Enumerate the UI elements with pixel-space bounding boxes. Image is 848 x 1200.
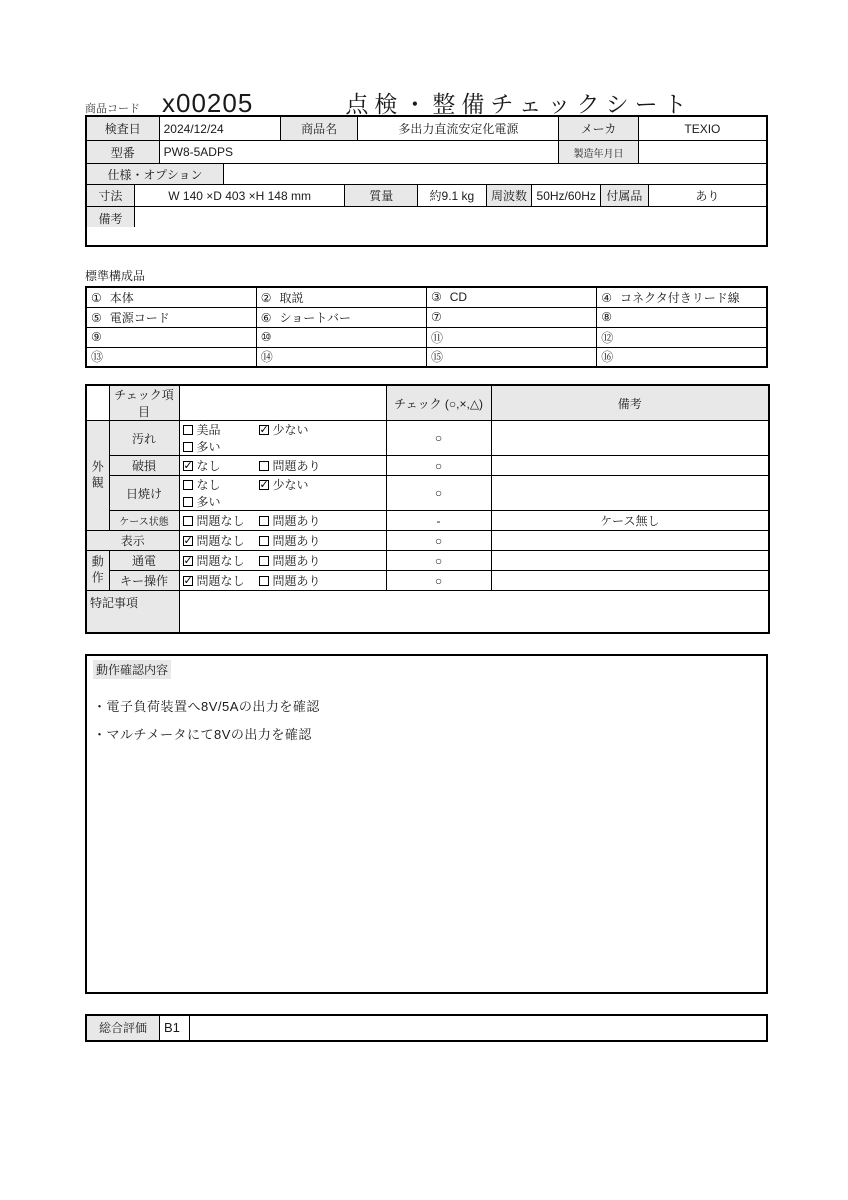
component-name: CD (449, 290, 468, 305)
check-row-label: 通電 (109, 551, 179, 571)
check-row-options (179, 476, 386, 511)
component-cell (86, 347, 256, 367)
product-code-label: 商品コード (85, 103, 140, 115)
group-operation-label: 動作 (86, 551, 109, 591)
checkbox-option-label: なし (196, 478, 221, 492)
mass-value: 約9.1 kg (418, 185, 487, 206)
component-number: ④ (601, 290, 613, 305)
model-label: 型番 (87, 141, 160, 163)
component-number: ⑤ (91, 310, 102, 325)
sheet-header (85, 86, 768, 118)
check-row-keys (86, 571, 769, 591)
checkbox-option-label: 問題あり (272, 574, 321, 588)
check-row-power (86, 551, 769, 571)
component-number: ② (260, 290, 272, 305)
check-row-options (179, 456, 386, 476)
checkbox-unchecked-icon[interactable] (183, 442, 193, 452)
info-row-1 (87, 117, 766, 141)
check-remark (491, 531, 769, 551)
mfg-date-value (639, 141, 766, 163)
corner-cell (86, 385, 109, 421)
checkbox-option[interactable] (183, 438, 247, 455)
check-remark (491, 551, 769, 571)
component-cell (256, 287, 426, 307)
checkbox-option[interactable] (259, 476, 323, 493)
component-cell (427, 287, 597, 307)
checkbox-checked-icon[interactable] (259, 425, 269, 435)
component-number: ⑪ (431, 330, 444, 345)
check-mark: ○ (386, 551, 491, 571)
checkbox-option-label: 多い (196, 495, 221, 509)
checkbox-checked-icon[interactable] (183, 461, 193, 471)
check-remark: ケース無し (491, 511, 769, 531)
component-cell (256, 347, 426, 367)
inspection-date-value: 2024/12/24 (160, 117, 281, 140)
checkbox-option[interactable] (183, 552, 247, 569)
checkbox-option[interactable] (183, 572, 247, 589)
spec-option-value (224, 164, 766, 184)
checkbox-option-label: 美品 (196, 423, 221, 437)
product-name-label: 商品名 (281, 117, 359, 140)
maker-label: メーカ (559, 117, 639, 140)
component-name: 取説 (279, 290, 304, 305)
checkbox-unchecked-icon[interactable] (183, 480, 193, 490)
check-row-sunfade (86, 476, 769, 511)
checkbox-option-label: 問題あり (272, 534, 321, 548)
check-row-label: 汚れ (109, 421, 179, 456)
check-row-case (86, 511, 769, 531)
options-header-cell (179, 385, 386, 421)
checkbox-option-label: 少ない (272, 478, 309, 492)
checkbox-option-label: 問題なし (196, 574, 245, 588)
product-code-value: x00205 (162, 88, 254, 118)
frequency-value: 50Hz/60Hz (532, 185, 601, 206)
component-number: ⑩ (260, 330, 272, 344)
checkbox-unchecked-icon[interactable] (183, 516, 193, 526)
checkbox-unchecked-icon[interactable] (259, 556, 269, 566)
checkbox-option-label: 少ない (272, 423, 309, 437)
checkbox-option[interactable] (183, 421, 247, 438)
info-row-4 (87, 185, 766, 207)
spec-option-label: 仕様・オプション (87, 164, 224, 184)
checkbox-unchecked-icon[interactable] (259, 461, 269, 471)
check-row-label: 破損 (109, 456, 179, 476)
mfg-date-label: 製造年月日 (559, 141, 639, 163)
checkbox-option[interactable] (183, 512, 247, 529)
checkbox-option[interactable] (259, 572, 323, 589)
checkbox-option[interactable] (259, 512, 323, 529)
checkbox-option-label: 多い (196, 440, 221, 454)
check-row-label: 表示 (86, 531, 179, 551)
special-notes-label: 特記事項 (86, 591, 179, 633)
component-cell (256, 307, 426, 327)
check-mark: ○ (386, 531, 491, 551)
mass-label: 質量 (345, 185, 418, 206)
components-row (86, 327, 767, 347)
components-section-title: 標準構成品 (85, 269, 146, 283)
model-value: PW8-5ADPS (160, 141, 560, 163)
group-appearance-label: 外観 (86, 421, 109, 531)
check-row-display (86, 531, 769, 551)
check-mark-header: チェック (○,×,△) (386, 385, 491, 421)
accessories-label: 付属品 (601, 185, 649, 206)
checkbox-checked-icon[interactable] (183, 576, 193, 586)
dimensions-value: W 140 ×D 403 ×H 148 mm (135, 185, 346, 206)
page-title: 点検・整備チェックシート (345, 91, 693, 117)
component-number: ⑫ (601, 330, 614, 345)
components-table (85, 286, 768, 368)
components-row (86, 287, 767, 307)
component-cell (597, 287, 767, 307)
check-row-options (179, 531, 386, 551)
checkbox-option[interactable] (183, 457, 247, 474)
checkbox-option-label: 問題なし (196, 514, 245, 528)
remarks-label: 備考 (87, 207, 135, 227)
overall-evaluation-label: 総合評価 (87, 1016, 160, 1040)
component-cell (427, 307, 597, 327)
components-row (86, 347, 767, 367)
component-number: ⑮ (431, 350, 444, 365)
check-row-label: 日焼け (109, 476, 179, 511)
overall-evaluation-row (85, 1014, 768, 1042)
operation-check-box (85, 654, 768, 994)
inspection-check-table (85, 384, 770, 634)
checkbox-unchecked-icon[interactable] (183, 497, 193, 507)
check-header-row (86, 385, 769, 421)
component-number: ⑦ (431, 310, 442, 324)
check-row-dirt (86, 421, 769, 456)
checkbox-option-label: 問題あり (272, 514, 321, 528)
checkbox-option[interactable] (259, 532, 323, 549)
component-name: ショートバー (279, 310, 352, 325)
component-cell (86, 287, 256, 307)
checkbox-option[interactable] (259, 552, 323, 569)
special-notes-value (179, 591, 769, 633)
checkbox-option-label: 問題なし (196, 534, 245, 548)
check-row-label: キー操作 (109, 571, 179, 591)
component-number: ③ (431, 290, 442, 305)
product-name-value: 多出力直流安定化電源 (358, 117, 559, 140)
check-row-options (179, 421, 386, 456)
check-remark (491, 421, 769, 456)
component-number: ⑭ (260, 350, 273, 365)
dimensions-label: 寸法 (87, 185, 135, 206)
checkbox-checked-icon[interactable] (259, 480, 269, 490)
check-remark (491, 571, 769, 591)
check-mark: - (386, 511, 491, 531)
component-name: 電源コード (109, 310, 170, 325)
component-number: ⑥ (260, 310, 272, 325)
product-info-table (85, 115, 768, 247)
check-item-header: チェック項目 (109, 385, 179, 421)
checkbox-unchecked-icon[interactable] (259, 576, 269, 586)
component-cell (86, 327, 256, 347)
check-mark: ○ (386, 421, 491, 456)
checkbox-option[interactable] (259, 457, 323, 474)
operation-check-line: ・マルチメータにて8Vの出力を確認 (93, 726, 312, 742)
check-row-damage (86, 456, 769, 476)
maker-value: TEXIO (684, 121, 721, 136)
check-mark: ○ (386, 456, 491, 476)
check-row-options (179, 511, 386, 531)
component-number: ⑧ (601, 310, 613, 324)
component-cell (86, 307, 256, 327)
checkbox-option[interactable] (183, 532, 247, 549)
accessories-value: あり (695, 189, 720, 203)
checkbox-option[interactable] (183, 476, 247, 493)
checkbox-option-label: なし (196, 459, 221, 473)
component-cell (597, 327, 767, 347)
remarks-header: 備考 (491, 385, 769, 421)
checkbox-option-label: 問題なし (196, 554, 245, 568)
check-mark: ○ (386, 476, 491, 511)
component-cell (597, 307, 767, 327)
component-number: ⑬ (91, 350, 104, 365)
checkbox-unchecked-icon[interactable] (259, 536, 269, 546)
check-mark: ○ (386, 571, 491, 591)
check-row-label: ケース状態 (109, 511, 179, 531)
check-row-options (179, 551, 386, 571)
check-remark (491, 476, 769, 511)
check-row-options (179, 571, 386, 591)
check-remark (491, 456, 769, 476)
component-number: ① (91, 290, 102, 305)
component-name: コネクタ付きリード線 (620, 290, 740, 305)
info-row-3 (87, 164, 766, 185)
component-name: 本体 (109, 290, 134, 305)
checkbox-checked-icon[interactable] (183, 536, 193, 546)
operation-check-line: ・電子負荷装置へ8V/5Aの出力を確認 (93, 698, 320, 714)
component-cell (256, 327, 426, 347)
component-cell (597, 347, 767, 367)
components-row (86, 307, 767, 327)
frequency-label: 周波数 (487, 185, 533, 206)
component-number: ⑨ (91, 330, 102, 344)
inspection-date-label: 検査日 (87, 117, 160, 140)
checkbox-checked-icon[interactable] (183, 556, 193, 566)
checkbox-unchecked-icon[interactable] (259, 516, 269, 526)
checkbox-option[interactable] (259, 421, 323, 438)
special-notes-row (86, 591, 769, 633)
overall-evaluation-value: B1 (160, 1016, 190, 1040)
operation-check-title: 動作確認内容 (93, 660, 171, 679)
info-row-5 (87, 207, 766, 245)
checkbox-unchecked-icon[interactable] (183, 425, 193, 435)
checkbox-option-label: 問題あり (272, 459, 321, 473)
overall-evaluation-blank (190, 1016, 766, 1040)
component-cell (427, 327, 597, 347)
component-cell (427, 347, 597, 367)
remarks-value (135, 207, 766, 210)
info-row-2 (87, 141, 766, 164)
checkbox-option-label: 問題あり (272, 554, 321, 568)
component-number: ⑯ (601, 350, 614, 365)
checkbox-option[interactable] (183, 493, 247, 510)
